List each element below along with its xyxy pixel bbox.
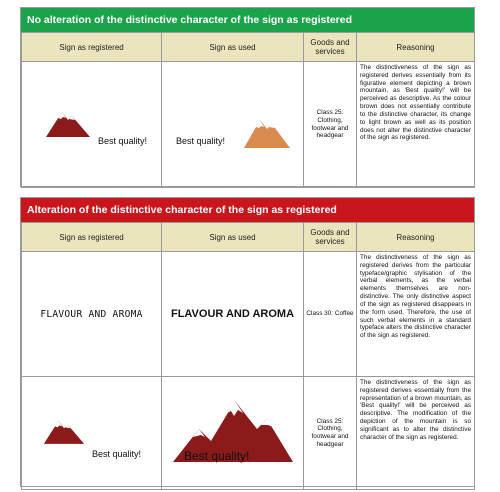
- goods-cell: Class 30: Coffee: [304, 252, 357, 377]
- header-goods-services: Goods and services: [304, 33, 357, 62]
- table-row: [22, 377, 475, 490]
- header-sign-registered: Sign as registered: [22, 33, 162, 62]
- comparison-table: [21, 222, 475, 490]
- sign-used-cell: [162, 62, 304, 188]
- table-header-row: [22, 33, 475, 62]
- sign-text: Best quality!: [98, 136, 148, 146]
- section-title: No alteration of the distinctive character of the sign as registered: [21, 8, 474, 32]
- reasoning-cell: The distinctiveness of the sign as registered derives essentially from the representation of a brown mountain, as 'Best quality!' will be perceived as descriptive. The modification of the depiction of the mountain is so significant as to alter the distinctive character of the sign as registered.: [357, 377, 475, 490]
- brown-mountain-icon: [42, 417, 86, 445]
- header-reasoning: Reasoning: [357, 33, 475, 62]
- light-brown-mountain-icon: [242, 115, 292, 149]
- header-sign-used: Sign as used: [162, 223, 304, 252]
- sign-used-cell: [162, 377, 304, 490]
- header-sign-used: Sign as used: [162, 33, 304, 62]
- sign-text: Best quality!: [176, 136, 226, 146]
- sign-registered-cell: [22, 377, 162, 490]
- comparison-table: [21, 32, 475, 188]
- sign-registered-cell: [22, 62, 162, 188]
- plain-sign-text: FLAVOUR AND AROMA: [170, 308, 295, 320]
- table-row: [22, 252, 475, 377]
- sign-text: Best quality!: [92, 449, 142, 459]
- header-sign-registered: Sign as registered: [22, 223, 162, 252]
- section-title: Alteration of the distinctive character of the sign as registered: [21, 198, 474, 222]
- header-goods-services: Goods and services: [304, 223, 357, 252]
- sign-used-cell: [162, 252, 304, 377]
- sign-registered-cell: [22, 252, 162, 377]
- header-reasoning: Reasoning: [357, 223, 475, 252]
- goods-cell: Class 25: Clothing, footwear and headgear: [304, 62, 357, 188]
- brown-mountain-icon: [44, 108, 92, 138]
- reasoning-cell: The distinctiveness of the sign as registered derives essentially from its figurative element depicting a brown mountain, as 'Best quality!' will be perceived as descriptive. As the colour brown does not essentially contribute to the distinctive character, its change to light brown as well as its position does not alter the distinctive character of the sign as registered.: [357, 62, 475, 188]
- table-header-row: [22, 223, 475, 252]
- stylised-sign-text: FLAVOUR AND AROMA: [40, 308, 143, 320]
- section-alteration: [20, 197, 475, 487]
- section-no-alteration: [20, 7, 475, 187]
- reasoning-cell: The distinctiveness of the sign as registered derives from the particular typeface/graphic stylisation of the verbal elements, as the verbal elements themselves are non-distinctive. The only distinctive aspect of the sign as registered disappears in the form used. Therefore, the use of such verbal elements in a standard typeface alters the distinctive character of the sign as registered.: [357, 252, 475, 377]
- sign-text-overlay: Best quality!: [184, 449, 250, 463]
- goods-cell: Class 25: Clothing, footwear and headgear: [304, 377, 357, 490]
- table-row: [22, 62, 475, 188]
